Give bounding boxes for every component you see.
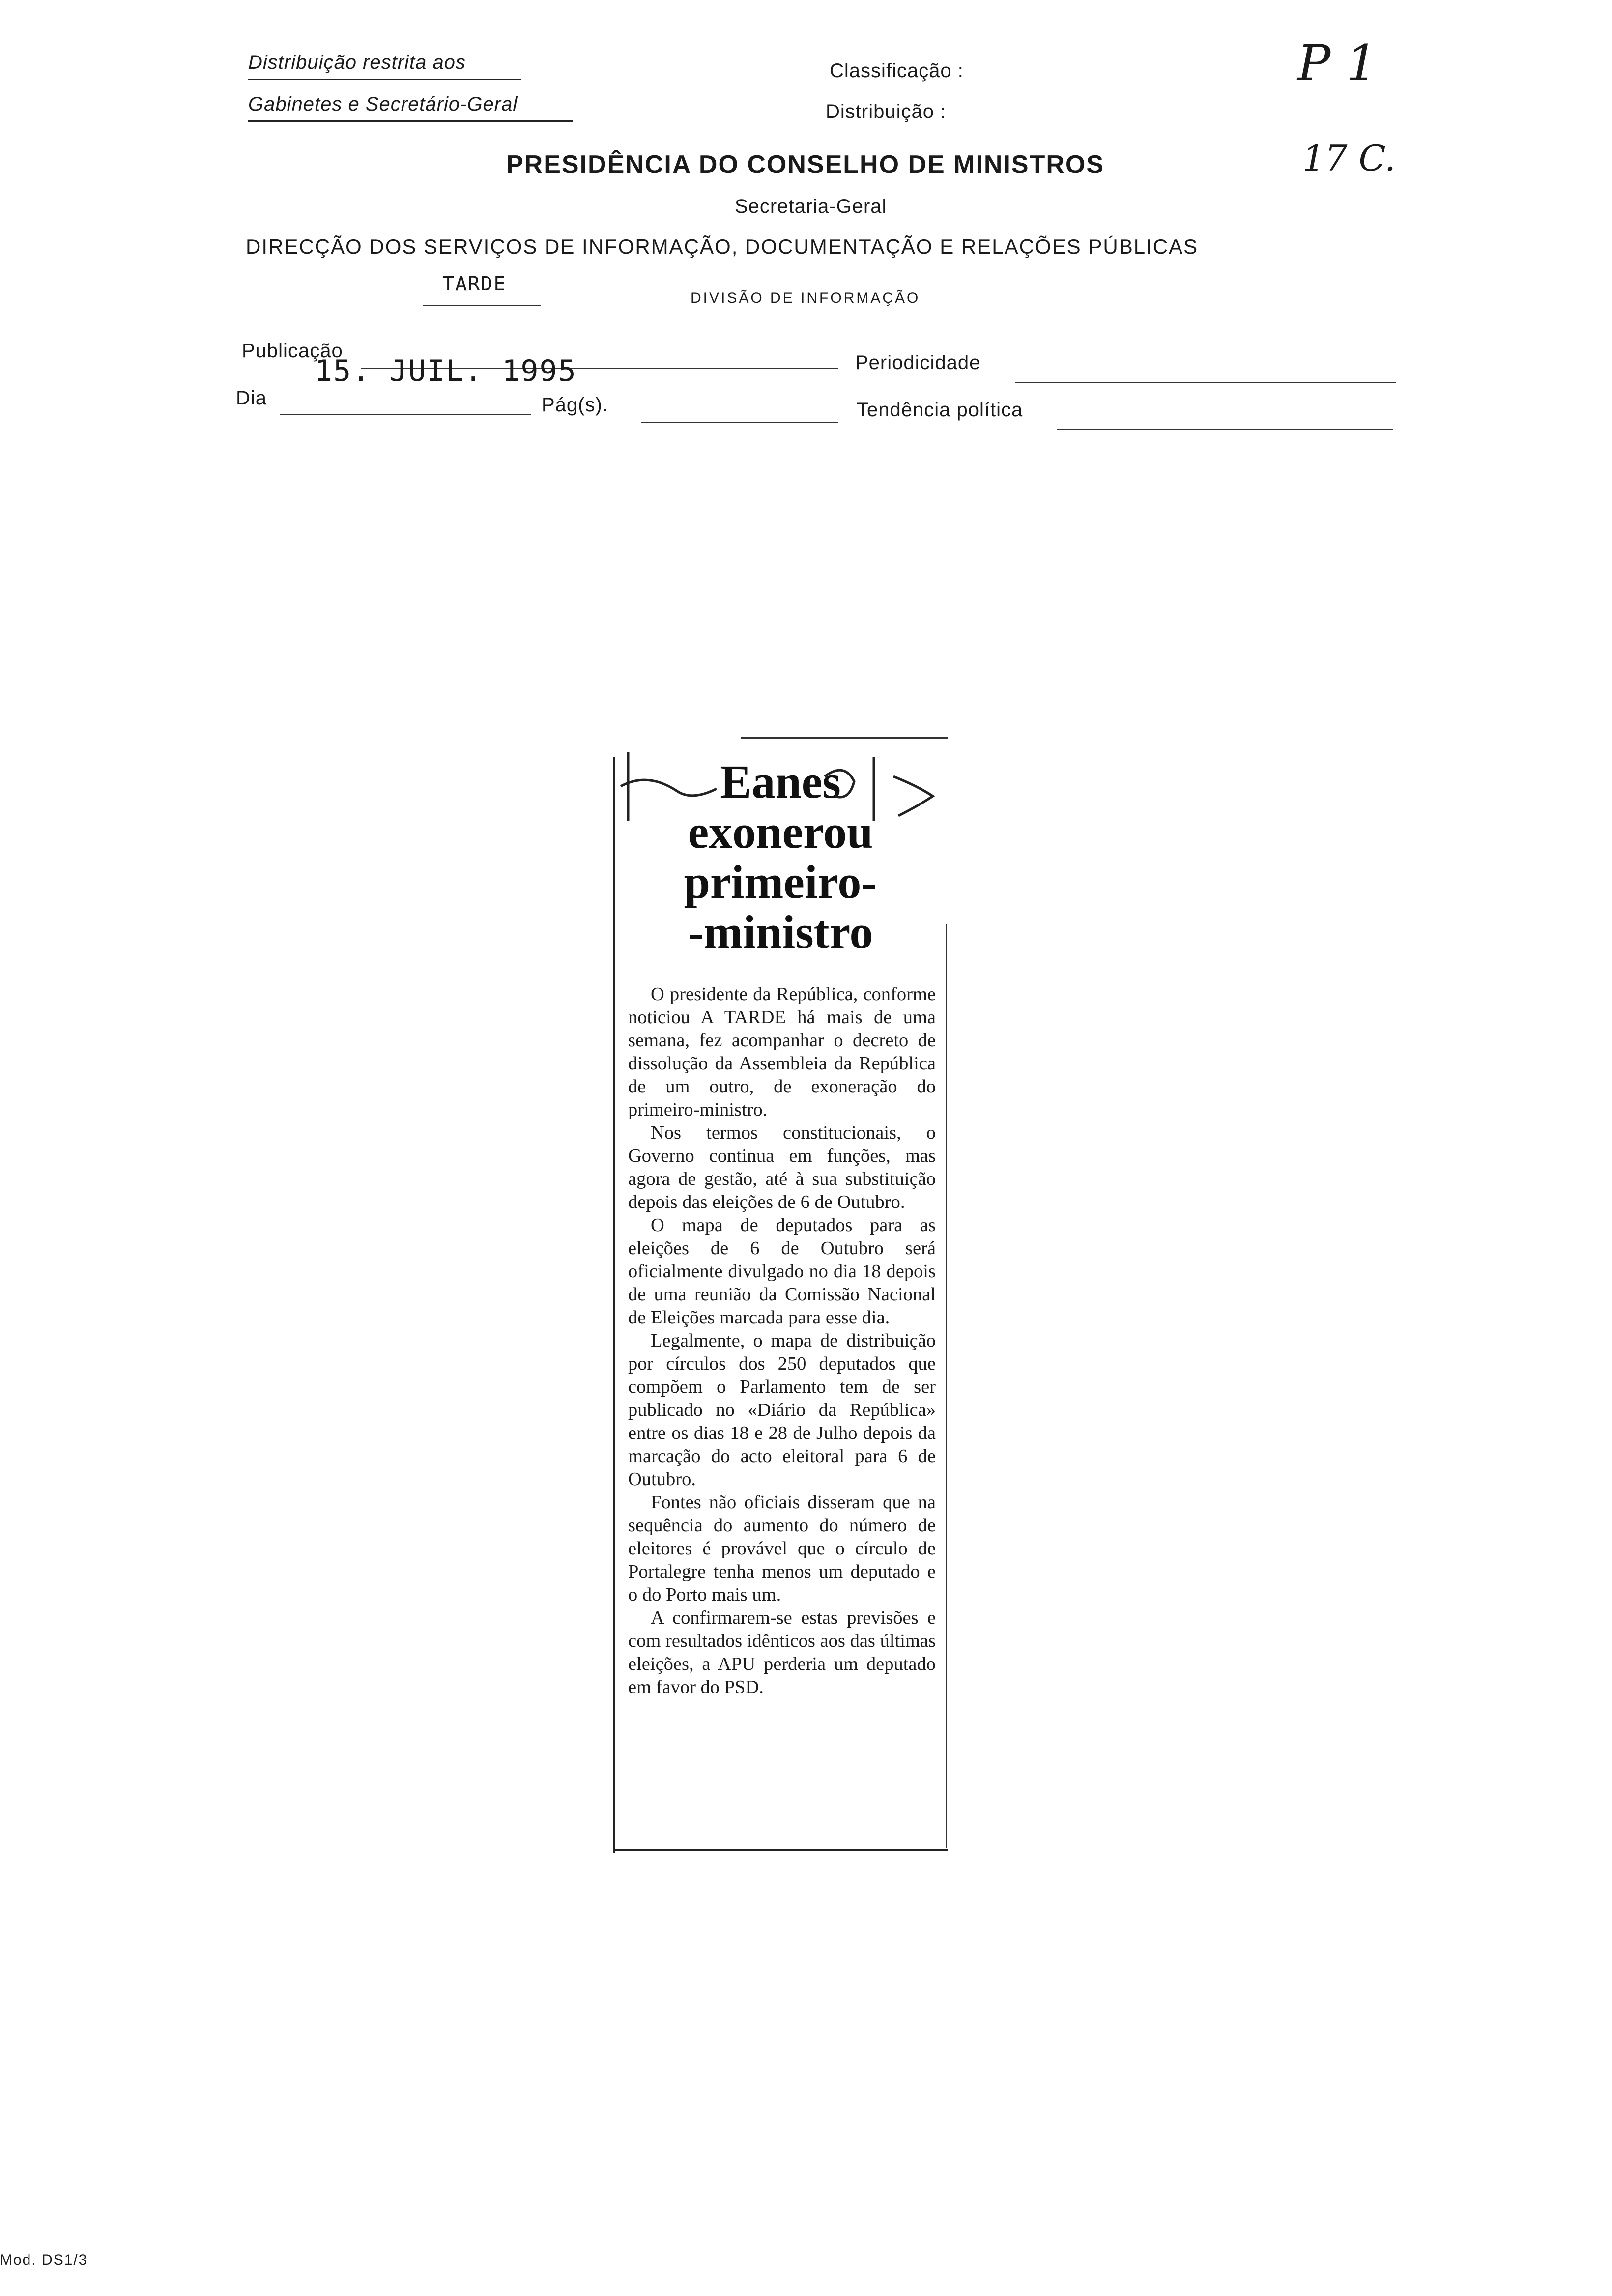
paragraph-5: Fontes não oficiais disseram que na sequência do aumento do número de eleitores é provável que o círculo de Portalegre tenha menos um deputado e o do Porto mais um. [628,1492,936,1605]
handwritten-annotation-mid: 17 C. [1302,138,1396,179]
divisao-label: DIVISÃO DE INFORMAÇÃO [691,290,921,306]
headline-line-2: exonerou [688,805,873,858]
paragraph-3: O mapa de deputados para as eleições de 6 de Outubro será oficialmente divulgado no dia 18 depois de uma reunião da Comissão Nacional de Eleições marcada para esse dia. [628,1215,936,1328]
day-line [280,414,531,415]
restricted-distribution-line2: Gabinetes e Secretário-Geral [248,93,518,115]
distribution-label: Distribuição : [826,101,947,122]
paragraph-2: Nos termos constitucionais, o Governo continua em funções, mas agora de gestão, até à sua substituição depois das eleições de 6 de Outubro. [628,1122,936,1212]
clipping-top-rule [741,737,948,739]
political-tendency-line [1057,429,1393,430]
page-title: PRESIDÊNCIA DO CONSELHO DE MINISTROS [506,150,1105,179]
headline-line-1: Eanes [720,755,841,808]
restricted-underline-1 [248,79,521,80]
clipping-bottom-border [613,1849,948,1851]
pages-label: Pág(s). [542,394,608,416]
model-code: Mod. DS1/3 [0,2252,88,2268]
paragraph-4: Legalmente, o mapa de distribuição por círculos dos 250 deputados que compõem o Parlamento tem de ser publicado no «Diário da República» entre os dias 18 e 28 de Julho depois da marcação do acto eleitoral para 6 de Outubro. [628,1330,936,1490]
periodicity-label: Periodicidade [855,352,981,373]
headline-line-3: primeiro- [684,856,877,908]
handwritten-scribble-icon [618,742,943,826]
clipping-right-border [946,924,947,1848]
handwritten-annotation-top: P 1 [1297,34,1378,92]
newspaper-clipping [613,737,948,1858]
day-label: Dia [236,387,267,409]
publication-label: Publicação [242,340,343,362]
restricted-distribution-line1: Distribuição restrita aos [248,52,466,73]
date-stamp: 15. JUIL. 1995 [315,354,577,388]
political-tendency-label: Tendência política [857,399,1023,421]
headline-line-4: -ministro [688,906,873,958]
publication-stamp: TARDE [442,273,507,295]
paragraph-6: A confirmarem-se estas previsões e com resultados idênticos aos das últimas eleições, a APU perderia um deputado em favor do PSD. [628,1607,936,1697]
periodicity-line [1015,382,1396,383]
clipping-body [628,983,936,1699]
paragraph-1: O presidente da República, conforme noticiou A TARDE há mais de uma semana, fez acompanhar o decreto de dissolução da Assembleia da República de um outro, de exoneração do primeiro-ministro. [628,984,936,1120]
restricted-underline-2 [248,120,573,122]
secretaria-label: Secretaria-Geral [735,196,887,217]
direccao-label: DIRECÇÃO DOS SERVIÇOS DE INFORMAÇÃO, DOCUMENTAÇÃO E RELAÇÕES PÚBLICAS [246,235,1199,258]
classification-label: Classificação : [830,60,964,82]
pages-line [641,422,838,423]
stamp-underline [423,305,541,306]
